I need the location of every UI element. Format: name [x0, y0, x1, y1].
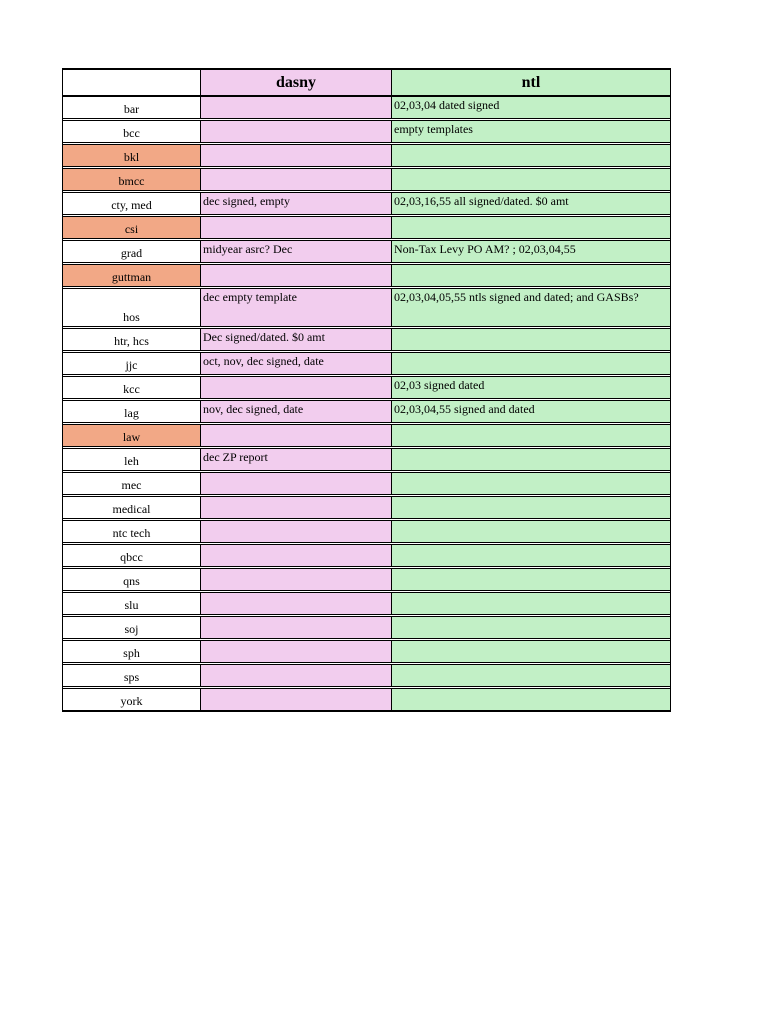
- table-row: [63, 689, 670, 710]
- row-ntl-cell[interactable]: 02,03,04,55 signed and dated: [392, 401, 670, 422]
- row-name-cell[interactable]: soj: [63, 617, 201, 638]
- row-name-cell[interactable]: bar: [63, 97, 201, 118]
- row-dasny-cell[interactable]: [201, 265, 392, 286]
- row-ntl-cell[interactable]: [392, 473, 670, 494]
- row-dasny-cell[interactable]: [201, 169, 392, 190]
- row-dasny-cell[interactable]: dec ZP report: [201, 449, 392, 470]
- row-ntl-cell[interactable]: [392, 569, 670, 590]
- row-dasny-cell[interactable]: [201, 689, 392, 710]
- header-row: [63, 70, 670, 97]
- header-ntl-cell[interactable]: ntl: [392, 70, 670, 95]
- header-dasny-cell[interactable]: dasny: [201, 70, 392, 95]
- row-dasny-cell[interactable]: oct, nov, dec signed, date: [201, 353, 392, 374]
- row-dasny-cell[interactable]: [201, 121, 392, 142]
- row-name-cell[interactable]: jjc: [63, 353, 201, 374]
- row-name-cell[interactable]: mec: [63, 473, 201, 494]
- row-ntl-cell[interactable]: [392, 217, 670, 238]
- row-dasny-cell[interactable]: [201, 473, 392, 494]
- row-dasny-cell[interactable]: dec empty template: [201, 289, 392, 326]
- row-ntl-cell[interactable]: [392, 689, 670, 710]
- row-name-cell[interactable]: qns: [63, 569, 201, 590]
- table-row: [63, 121, 670, 145]
- row-name-cell[interactable]: ntc tech: [63, 521, 201, 542]
- row-name-cell[interactable]: york: [63, 689, 201, 710]
- row-name-cell[interactable]: bcc: [63, 121, 201, 142]
- row-name-cell[interactable]: htr, hcs: [63, 329, 201, 350]
- row-ntl-cell[interactable]: [392, 641, 670, 662]
- table-row: [63, 497, 670, 521]
- table-row: [63, 289, 670, 329]
- row-dasny-cell[interactable]: [201, 665, 392, 686]
- row-name-cell[interactable]: law: [63, 425, 201, 446]
- row-dasny-cell[interactable]: [201, 593, 392, 614]
- spreadsheet-table: [62, 68, 671, 712]
- row-dasny-cell[interactable]: [201, 145, 392, 166]
- row-dasny-cell[interactable]: [201, 641, 392, 662]
- row-dasny-cell[interactable]: [201, 545, 392, 566]
- row-dasny-cell[interactable]: [201, 569, 392, 590]
- row-ntl-cell[interactable]: [392, 145, 670, 166]
- row-ntl-cell[interactable]: [392, 665, 670, 686]
- row-name-cell[interactable]: sps: [63, 665, 201, 686]
- row-ntl-cell[interactable]: [392, 329, 670, 350]
- row-dasny-cell[interactable]: [201, 617, 392, 638]
- table-row: [63, 217, 670, 241]
- table-row: [63, 641, 670, 665]
- table-row: [63, 401, 670, 425]
- row-name-cell[interactable]: kcc: [63, 377, 201, 398]
- row-ntl-cell[interactable]: empty templates: [392, 121, 670, 142]
- row-ntl-cell[interactable]: [392, 521, 670, 542]
- row-name-cell[interactable]: hos: [63, 289, 201, 326]
- table-row: [63, 569, 670, 593]
- row-dasny-cell[interactable]: [201, 97, 392, 118]
- row-ntl-cell[interactable]: 02,03,16,55 all signed/dated. $0 amt: [392, 193, 670, 214]
- row-dasny-cell[interactable]: nov, dec signed, date: [201, 401, 392, 422]
- table-body: [63, 97, 670, 710]
- row-name-cell[interactable]: slu: [63, 593, 201, 614]
- row-ntl-cell[interactable]: [392, 169, 670, 190]
- row-ntl-cell[interactable]: 02,03,04 dated signed: [392, 97, 670, 118]
- table-row: [63, 377, 670, 401]
- row-ntl-cell[interactable]: [392, 353, 670, 374]
- row-ntl-cell[interactable]: [392, 449, 670, 470]
- row-name-cell[interactable]: csi: [63, 217, 201, 238]
- row-name-cell[interactable]: medical: [63, 497, 201, 518]
- row-name-cell[interactable]: bmcc: [63, 169, 201, 190]
- row-name-cell[interactable]: leh: [63, 449, 201, 470]
- row-name-cell[interactable]: grad: [63, 241, 201, 262]
- row-name-cell[interactable]: qbcc: [63, 545, 201, 566]
- row-dasny-cell[interactable]: [201, 217, 392, 238]
- table-row: [63, 97, 670, 121]
- table-row: [63, 665, 670, 689]
- table-row: [63, 169, 670, 193]
- row-dasny-cell[interactable]: dec signed, empty: [201, 193, 392, 214]
- row-ntl-cell[interactable]: Non-Tax Levy PO AM? ; 02,03,04,55: [392, 241, 670, 262]
- table-row: [63, 473, 670, 497]
- row-dasny-cell[interactable]: midyear asrc? Dec: [201, 241, 392, 262]
- row-ntl-cell[interactable]: [392, 425, 670, 446]
- table-row: [63, 593, 670, 617]
- table-row: [63, 193, 670, 217]
- row-name-cell[interactable]: lag: [63, 401, 201, 422]
- table-row: [63, 241, 670, 265]
- row-name-cell[interactable]: sph: [63, 641, 201, 662]
- table-row: [63, 265, 670, 289]
- header-name-cell[interactable]: [63, 70, 201, 95]
- row-dasny-cell[interactable]: Dec signed/dated. $0 amt: [201, 329, 392, 350]
- table-row: [63, 145, 670, 169]
- row-ntl-cell[interactable]: 02,03,04,05,55 ntls signed and dated; and GASBs?: [392, 289, 670, 326]
- row-name-cell[interactable]: guttman: [63, 265, 201, 286]
- table-row: [63, 617, 670, 641]
- table-row: [63, 545, 670, 569]
- table-row: [63, 449, 670, 473]
- row-ntl-cell[interactable]: [392, 545, 670, 566]
- row-ntl-cell[interactable]: [392, 593, 670, 614]
- row-ntl-cell[interactable]: [392, 265, 670, 286]
- table-row: [63, 329, 670, 353]
- row-dasny-cell[interactable]: [201, 425, 392, 446]
- row-name-cell[interactable]: cty, med: [63, 193, 201, 214]
- row-name-cell[interactable]: bkl: [63, 145, 201, 166]
- table-row: [63, 521, 670, 545]
- table-row: [63, 425, 670, 449]
- row-dasny-cell[interactable]: [201, 521, 392, 542]
- row-dasny-cell[interactable]: [201, 497, 392, 518]
- row-ntl-cell[interactable]: [392, 617, 670, 638]
- row-dasny-cell[interactable]: [201, 377, 392, 398]
- row-ntl-cell[interactable]: [392, 497, 670, 518]
- table-row: [63, 353, 670, 377]
- row-ntl-cell[interactable]: 02,03 signed dated: [392, 377, 670, 398]
